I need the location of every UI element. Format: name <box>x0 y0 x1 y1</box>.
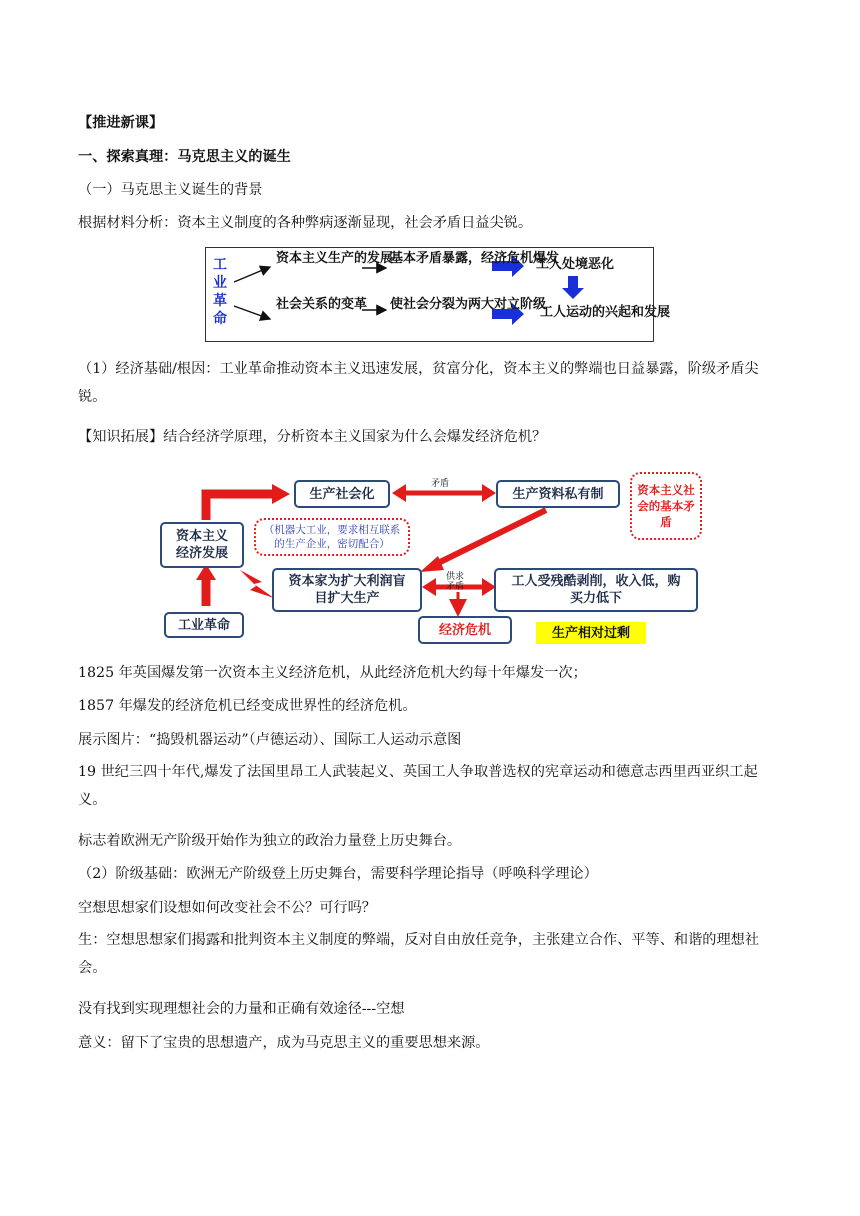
economic-basis-paragraph: （1）经济基础/根因：工业革命推动资本主义迅速发展，贫富分化，资本主义的弊端也日益暴露，阶级矛盾尖锐。 <box>78 361 759 405</box>
line-class-basis: （2）阶级基础：欧洲无产阶级登上历史舞台，需要科学理论指导（呼唤科学理论） <box>78 866 598 882</box>
line-no-path: 没有找到实现理想社会的力量和正确有效途径---空想 <box>78 1001 405 1017</box>
line-show-images: 展示图片：“捣毁机器运动”（卢德运动）、国际工人运动示意图 <box>78 732 462 748</box>
heading-main: 【推进新课】 <box>78 115 164 131</box>
section-title: 一、探索真理：马克思主义的诞生 <box>78 149 291 165</box>
line-question: 空想思想家们设想如何改变社会不公？可行吗？ <box>78 900 376 916</box>
private-ownership-box: 生产资料私有制 <box>496 480 620 508</box>
supply-demand-label: 供求矛盾 <box>446 572 465 592</box>
capitalist-development-box: 资本主义经济发展 <box>160 522 244 568</box>
analysis-paragraph: 根据材料分析：资本主义制度的各种弊病逐渐显现，社会矛盾日益尖锐。 <box>78 215 533 231</box>
diagram1-bot-end: 工人运动的兴起和发展 <box>540 305 671 320</box>
industrial-revolution-diagram <box>205 247 671 342</box>
knowledge-extension: 【知识拓展】结合经济学原理，分析资本主义国家为什么会爆发经济危机？ <box>78 429 547 445</box>
basic-contradiction-note: 资本主义社会的基本矛盾 <box>630 472 702 540</box>
diagram1-source: 工业革命 <box>213 257 227 327</box>
line-19th-century: 19 世纪三四十年代,爆发了法国里昂工人武装起义、英国工人争取普选权的宪章运动和德意志西里西亚织工起义。 <box>78 764 758 808</box>
diagram1-bot-mid: 社会关系的变革 <box>276 297 368 312</box>
economic-crisis-box: 经济危机 <box>418 616 512 644</box>
line-1825: 1825 年英国爆发第一次资本主义经济危机，从此经济危机大约每十年爆发一次； <box>78 665 587 681</box>
diagram1-top-end: 工人处境恶化 <box>536 257 615 272</box>
line-significance: 意义：留下了宝贵的思想遗产，成为马克思主义的重要思想来源。 <box>78 1035 490 1051</box>
sub-title: （一）马克思主义诞生的背景 <box>78 182 263 198</box>
diagram1-top-mid: 资本主义生产的发展 <box>276 251 394 266</box>
line-1857: 1857 年爆发的经济危机已经变成世界性的经济危机。 <box>78 698 417 714</box>
socialization-box: 生产社会化 <box>294 480 390 508</box>
diagram1-bot-right: 使社会分裂为两大对立阶级 <box>390 297 547 312</box>
overproduction-label: 生产相对过剩 <box>536 622 646 644</box>
line-student-answer: 生：空想思想家们揭露和批判资本主义制度的弊端，反对自由放任竞争，主张建立合作、平等、和谐的理想社会。 <box>78 932 760 976</box>
conflict-label: 矛盾 <box>431 479 450 489</box>
capitalist-profit-box: 资本家为扩大利润盲目扩大生产 <box>272 568 422 612</box>
diagram1-top-right: 基本矛盾暴露，经济危机爆发 <box>390 251 560 266</box>
mechanization-note: （机器大工业，要求相互联系的生产企业，密切配合） <box>254 518 410 556</box>
economic-crisis-diagram <box>150 466 710 650</box>
industrial-revolution-box: 工业革命 <box>164 612 244 638</box>
line-marks: 标志着欧洲无产阶级开始作为独立的政治力量登上历史舞台。 <box>78 833 462 849</box>
worker-exploitation-box: 工人受残酷剥削，收入低，购买力低下 <box>494 568 698 612</box>
